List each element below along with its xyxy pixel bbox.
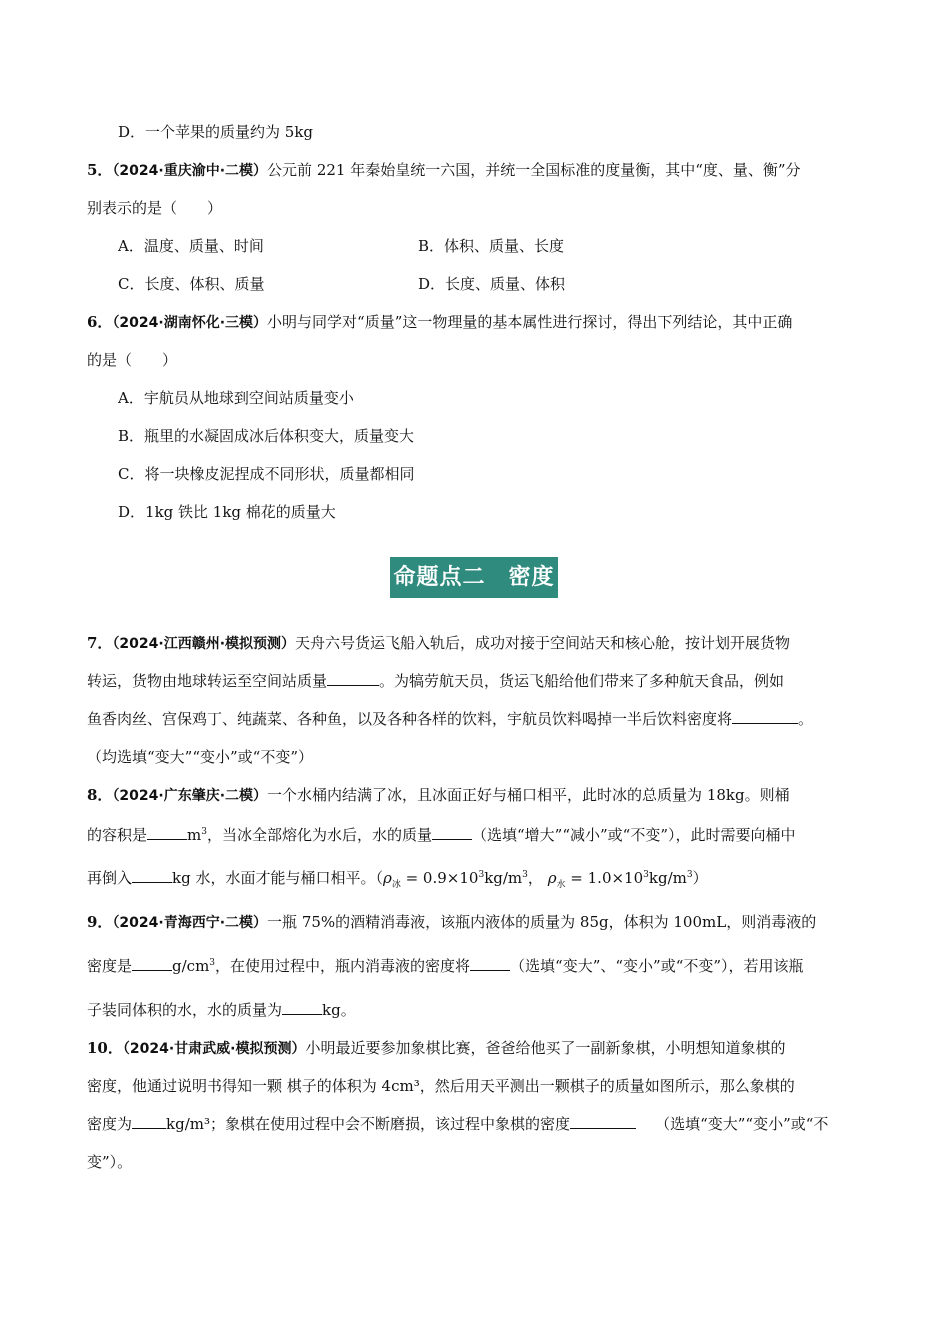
q9-blank-3[interactable] [282,1000,322,1015]
q8-text: 的容积是 [87,826,148,844]
q10-line-2: 密度，他通过说明书得知一颗 棋子的体积为 4cm³，然后用天平测出一颗棋子的质量如图所示，那么象棋的 [87,1077,795,1095]
q8-text: kg 水，水面才能与桶口相平。（ [172,869,383,887]
q5-option-b: B．体积、质量、长度 [418,237,565,255]
q7-line-4: （均选填“变大”“变小”或“不变”） [87,748,314,766]
q8-line-2 [87,825,796,845]
q8-line-1 [87,785,790,806]
q6-line-1 [87,312,792,333]
q7-line-2 [87,671,784,691]
q7-number: 7． [87,634,113,652]
q8-blank-1[interactable] [147,825,187,840]
q10-text: kg/m³；象棋在使用过程中会不断磨损，该过程中象棋的密度 [166,1115,571,1133]
q5-option-a: A．温度、质量、时间 [118,237,264,255]
q10-line-1 [87,1038,786,1059]
rho-symbol: ρ [382,869,392,887]
exponent: 3 [201,827,207,837]
q10-blank-1[interactable] [132,1114,166,1129]
q9-text: 子装同体积的水，水的质量为 [87,1001,283,1019]
exponent: 3 [209,958,216,968]
section-header: 命题点二 密度 [390,557,558,598]
q6-option-a: A．宇航员从地球到空间站质量变小 [118,389,354,407]
q7-text: 。为犒劳航天员，货运飞船给他们带来了多种航天食品，例如 [379,672,785,690]
exponent: 3 [643,870,649,880]
water-density-value: = 1.0×10 [565,869,644,887]
q9-blank-2[interactable] [470,956,510,971]
q10-number: 10． [87,1039,123,1057]
q5-number: 5． [87,161,113,179]
q10-text: （选填“变大”“变小”或“不 [655,1115,829,1133]
rho-symbol: ρ [547,869,557,887]
q10-stem: 小明最近要参加象棋比赛，爸爸给他买了一副新象棋，小明想知道象棋的 [305,1039,786,1057]
q9-text: ，在使用过程中，瓶内消毒液的密度将 [215,957,471,975]
q9-line-2 [87,956,804,976]
q7-source: （2024·江西赣州·模拟预测） [112,636,296,652]
q7-line-1 [87,633,790,654]
q5-line-2: 别表示的是（ ） [87,199,223,217]
q5-stem: 公元前 221 年秦始皇统一六国，并统一全国标准的度量衡，其中“度、量、衡”分 [267,161,801,179]
q8-number: 8． [87,786,113,804]
q9-text: kg。 [322,1001,356,1019]
q9-text: （选填“变大”、“变小”或“不变”），若用该瓶 [510,957,804,975]
q6-option-d: D．1kg 铁比 1kg 棉花的质量大 [118,503,336,521]
q7-text: 转运，货物由地球转运至空间站质量 [87,672,328,690]
exponent: 3 [686,870,693,880]
q7-line-3 [87,709,813,729]
q9-number: 9． [87,913,113,931]
subscript-ice: 冰 [391,880,401,890]
q5-option-d: D．长度、质量、体积 [418,275,566,293]
q5-option-c: C．长度、体积、质量 [118,275,265,293]
q6-option-b: B．瓶里的水凝固成冰后体积变大，质量变大 [118,427,415,445]
unit-m: m [187,826,202,844]
ice-density-value: = 0.9×10 [400,869,479,887]
separator: ， [527,869,543,887]
q9-line-1 [87,912,816,933]
q8-text: （选填“增大”“减小”或“不变”），此时需要向桶中 [472,826,796,844]
q8-blank-2[interactable] [432,825,472,840]
q6-source: （2024·湖南怀化·三模） [112,315,268,331]
q5-line-1 [87,160,801,181]
q9-line-3 [87,1000,356,1020]
q7-blank-1[interactable] [327,671,379,686]
q6-option-c: C．将一块橡皮泥捏成不同形状，质量都相同 [118,465,415,483]
water-density-unit: kg/m [648,869,687,887]
q10-source: （2024·甘肃武威·模拟预测） [122,1041,306,1057]
q9-unit: g/cm [172,957,210,975]
q8-source: （2024·广东肇庆·二模） [112,788,268,804]
q10-blank-2[interactable] [570,1114,636,1129]
q6-stem: 小明与同学对“质量”这一物理量的基本属性进行探讨，得出下列结论，其中正确 [267,313,793,331]
ice-density-unit: kg/m [484,869,523,887]
q7-blank-2[interactable] [732,709,798,724]
q8-stem: 一个水桶内结满了冰，且冰面正好与桶口相平，此时冰的总质量为 18kg。则桶 [267,786,790,804]
subscript-water: 水 [556,880,566,890]
q9-text: 密度是 [87,957,133,975]
q9-blank-1[interactable] [132,956,172,971]
q4-option-d: D．一个苹果的质量约为 5kg [118,123,314,141]
exponent: 3 [478,870,485,880]
q9-stem: 一瓶 75%的酒精消毒液，该瓶内液体的质量为 85g，体积为 100mL，则消毒液的 [267,913,817,931]
exponent: 3 [522,870,528,880]
q6-line-2: 的是（ ） [87,351,178,369]
q7-text: 。 [798,710,814,728]
q6-number: 6． [87,313,113,331]
q5-source: （2024·重庆渝中·二模） [112,163,268,179]
q8-line-3 [87,868,708,888]
q8-blank-3[interactable] [132,868,172,883]
close-paren: ） [692,869,708,887]
q8-text: 再倒入 [87,869,133,887]
q8-text: ，当冰全部熔化为水后，水的质量 [206,826,432,844]
q7-text: 鱼香肉丝、宫保鸡丁、纯蔬菜、各种鱼，以及各种各样的饮料，宇航员饮料喝掉一半后饮料密度将 [87,710,733,728]
q8-unit [187,826,207,844]
q7-stem: 天舟六号货运飞船入轨后，成功对接于空间站天和核心舱，按计划开展货物 [295,634,791,652]
q10-line-3 [87,1114,828,1134]
q10-text: 密度为 [87,1115,133,1133]
q10-line-4: 变”）。 [87,1153,133,1171]
q9-source: （2024·青海西宁·二模） [112,915,268,931]
